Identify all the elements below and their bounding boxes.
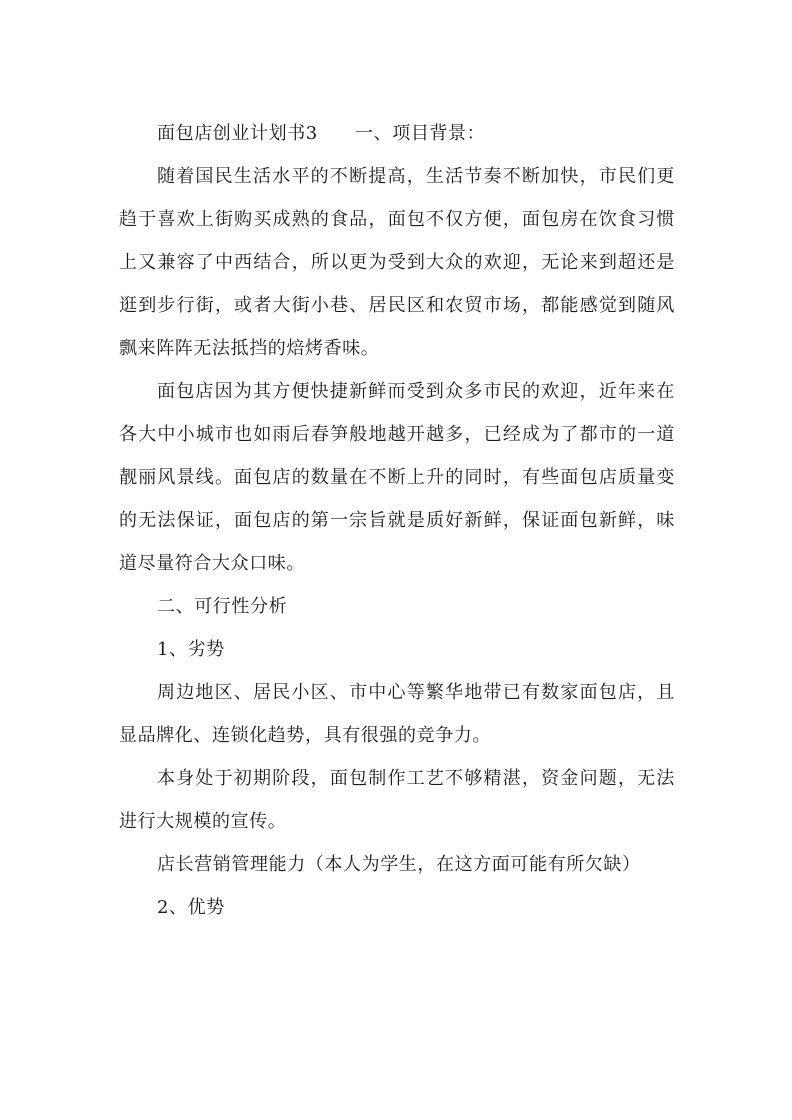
weakness-paragraph-1: 周边地区、居民小区、市中心等繁华地带已有数家面包店，且显品牌化、连锁化趋势，具有很强的竞争力。	[119, 682, 675, 746]
subheading-weaknesses: 1、劣势	[157, 639, 225, 660]
background-paragraph-2: 面包店因为其方便快捷新鲜而受到众多市民的欢迎，近年来在各大中小城市也如雨后春笋般地越开越多，已经成为了都市的一道靓丽风景线。面包店的数量在不断上升的同时，有些面包店质量变的无法保证，面包店的第一宗旨就是质好新鲜，保证面包新鲜，味道尽量符合大众口味。	[119, 381, 675, 574]
weakness-paragraph-3: 店长营销管理能力（本人为学生，在这方面可能有所欠缺）	[157, 854, 641, 875]
subheading-strengths: 2、优势	[157, 897, 225, 918]
background-paragraph-1: 随着国民生活水平的不断提高，生活节奏不断加快，市民们更趋于喜欢上街购买成熟的食品，面包不仅方便，面包房在饮食习惯上又兼容了中西结合，所以更为受到大众的欢迎，无论来到超还是逛到步行街，或者大街小巷、居民区和农贸市场，都能感觉到随风飘来阵阵无法抵挡的焙烤香味。	[119, 166, 675, 359]
section-heading-feasibility: 二、可行性分析	[157, 596, 288, 617]
document-page	[119, 112, 675, 929]
weakness-paragraph-2: 本身处于初期阶段，面包制作工艺不够精湛，资金问题，无法进行大规模的宣传。	[119, 768, 675, 832]
title-heading: 面包店创业计划书3 一、项目背景：	[157, 123, 486, 144]
